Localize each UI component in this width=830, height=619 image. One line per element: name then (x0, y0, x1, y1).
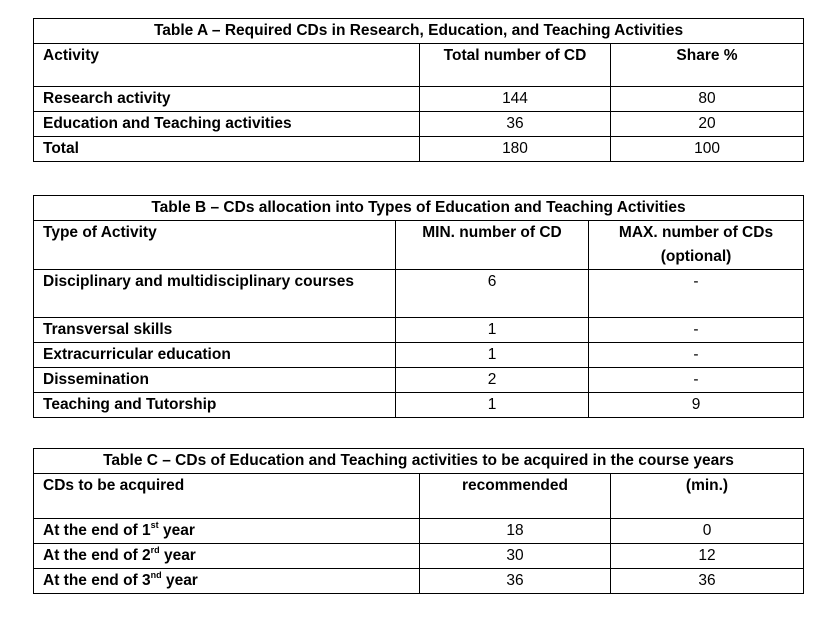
min-cell: 36 (611, 569, 804, 594)
min-cell: 1 (396, 393, 589, 418)
table-row (34, 137, 804, 162)
year-cell (34, 544, 420, 569)
total-cell: 36 (420, 112, 611, 137)
year-prefix: At the end of 3 (43, 572, 151, 589)
total-cell: 144 (420, 87, 611, 112)
min-cell: 0 (611, 519, 804, 544)
share-cell: 80 (611, 87, 804, 112)
table-row (34, 318, 804, 343)
activity-cell: Research activity (34, 87, 420, 112)
table-c (33, 448, 804, 594)
table-row (34, 544, 804, 569)
min-cell: 12 (611, 544, 804, 569)
year-suffix: year (161, 572, 198, 589)
table-c-header-cds: CDs to be acquired (34, 474, 420, 519)
year-ordinal: nd (150, 569, 162, 580)
table-row (34, 393, 804, 418)
table-a (33, 18, 804, 162)
year-prefix: At the end of 1 (43, 522, 151, 539)
table-row (34, 270, 804, 318)
table-row (34, 343, 804, 368)
table-a-header-activity: Activity (34, 44, 420, 87)
type-cell: Extracurricular education (34, 343, 396, 368)
year-ordinal: st (150, 519, 159, 530)
year-prefix: At the end of 2 (43, 547, 151, 564)
recommended-cell: 18 (420, 519, 611, 544)
table-c-title: Table C – CDs of Education and Teaching activities to be acquired in the course years (34, 449, 804, 474)
table-c-header-recommended: recommended (420, 474, 611, 519)
max-cell: - (589, 270, 804, 318)
table-c-header-min: (min.) (611, 474, 804, 519)
min-cell: 2 (396, 368, 589, 393)
year-cell (34, 569, 420, 594)
table-a-title: Table A – Required CDs in Research, Education, and Teaching Activities (34, 19, 804, 44)
total-cell: 180 (420, 137, 611, 162)
max-cell: - (589, 368, 804, 393)
recommended-cell: 36 (420, 569, 611, 594)
table-row (34, 87, 804, 112)
year-ordinal: rd (150, 544, 160, 555)
table-b-header-max: MAX. number of CDs (optional) (589, 221, 804, 270)
year-suffix: year (159, 547, 196, 564)
activity-cell: Total (34, 137, 420, 162)
table-row (34, 569, 804, 594)
table-b-title: Table B – CDs allocation into Types of Education and Teaching Activities (34, 196, 804, 221)
share-cell: 100 (611, 137, 804, 162)
table-row (34, 519, 804, 544)
type-cell: Disciplinary and multidisciplinary courses (34, 270, 396, 318)
recommended-cell: 30 (420, 544, 611, 569)
table-row (34, 112, 804, 137)
table-b-header-min: MIN. number of CD (396, 221, 589, 270)
max-cell: - (589, 318, 804, 343)
table-row (34, 368, 804, 393)
year-suffix: year (158, 522, 195, 539)
min-cell: 1 (396, 318, 589, 343)
activity-cell: Education and Teaching activities (34, 112, 420, 137)
min-cell: 6 (396, 270, 589, 318)
type-cell: Transversal skills (34, 318, 396, 343)
type-cell: Dissemination (34, 368, 396, 393)
share-cell: 20 (611, 112, 804, 137)
year-cell (34, 519, 420, 544)
table-b (33, 195, 804, 418)
max-cell: 9 (589, 393, 804, 418)
max-cell: - (589, 343, 804, 368)
table-a-header-total: Total number of CD (420, 44, 611, 87)
table-b-header-type: Type of Activity (34, 221, 396, 270)
type-cell: Teaching and Tutorship (34, 393, 396, 418)
min-cell: 1 (396, 343, 589, 368)
table-a-header-share: Share % (611, 44, 804, 87)
